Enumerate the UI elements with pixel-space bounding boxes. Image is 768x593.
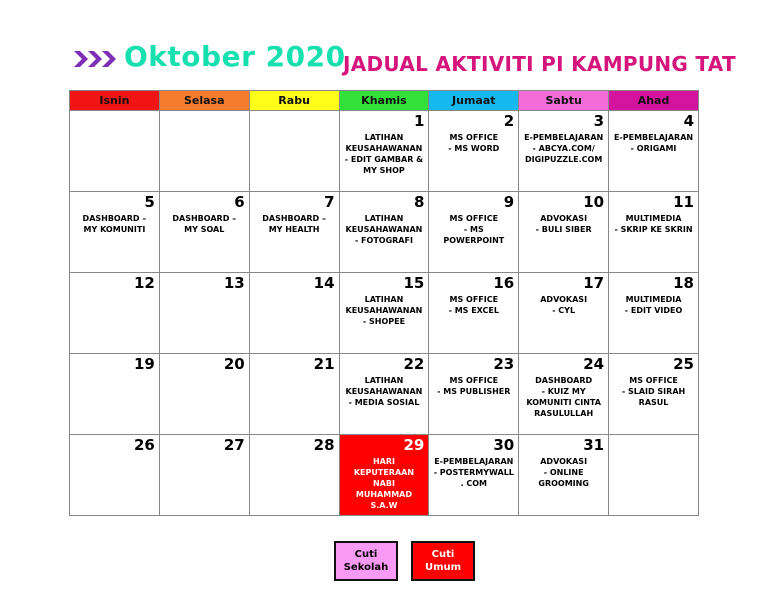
activity-text bbox=[70, 454, 159, 456]
activity-text: LATIHAN KEUSAHAWANAN - FOTOGRAFI bbox=[345, 214, 423, 245]
day-number: 24 bbox=[583, 355, 605, 373]
day-cell bbox=[339, 273, 429, 354]
day-number: 27 bbox=[223, 436, 245, 454]
weekday-header: Sabtu bbox=[519, 91, 609, 111]
week-row bbox=[70, 354, 699, 435]
day-number: 18 bbox=[673, 274, 694, 292]
empty-day-cell bbox=[159, 111, 249, 192]
day-cell bbox=[159, 273, 249, 354]
activity-text: E-PEMBELAJARAN - ABCYA.COM/ DIGIPUZZLE.COM bbox=[524, 133, 604, 164]
activity-text: DASHBOARD - KUIZ MY KOMUNITI CINTA RASULULLAH bbox=[526, 376, 601, 418]
day-number: 26 bbox=[133, 436, 155, 454]
day-number: 6 bbox=[234, 193, 245, 211]
weekday-header: Isnin bbox=[70, 91, 160, 111]
day-number: 7 bbox=[324, 193, 335, 211]
day-cell bbox=[519, 435, 609, 516]
day-number bbox=[160, 111, 249, 130]
calendar-table bbox=[69, 90, 699, 516]
day-number: 17 bbox=[583, 274, 605, 292]
day-cell bbox=[519, 111, 609, 192]
day-number: 25 bbox=[673, 355, 694, 373]
day-cell bbox=[609, 192, 699, 273]
day-cell bbox=[429, 354, 519, 435]
day-number: 30 bbox=[493, 436, 515, 454]
activity-text bbox=[160, 130, 249, 132]
day-number: 10 bbox=[583, 193, 605, 211]
day-cell bbox=[519, 192, 609, 273]
empty-day-cell bbox=[609, 435, 699, 516]
day-number: 19 bbox=[133, 355, 155, 373]
day-number: 9 bbox=[503, 193, 515, 211]
day-number: 11 bbox=[673, 193, 694, 211]
day-number: 3 bbox=[593, 112, 605, 130]
page-title: JADUAL AKTIVITI PI KAMPUNG TAT bbox=[343, 52, 736, 76]
activity-text: MS OFFICE - MS POWERPOINT bbox=[443, 214, 505, 245]
activity-text: MS OFFICE - SLAID SIRAH RASUL bbox=[621, 376, 686, 407]
day-cell bbox=[159, 192, 249, 273]
day-cell bbox=[339, 354, 429, 435]
day-cell bbox=[70, 192, 160, 273]
activity-text bbox=[609, 454, 698, 456]
day-cell bbox=[70, 435, 160, 516]
day-number: 28 bbox=[313, 436, 335, 454]
activity-text: MULTIMEDIA - SKRIP KE SKRIN bbox=[614, 214, 693, 234]
day-cell bbox=[429, 273, 519, 354]
activity-text bbox=[250, 454, 339, 456]
activity-text: MS OFFICE - MS WORD bbox=[448, 133, 500, 153]
day-cell bbox=[249, 273, 339, 354]
day-number: 4 bbox=[683, 112, 694, 130]
week-row bbox=[70, 111, 699, 192]
activity-text: DASHBOARD – MY SOAL bbox=[172, 214, 237, 234]
activity-text bbox=[70, 130, 159, 132]
day-cell bbox=[609, 111, 699, 192]
day-number: 16 bbox=[493, 274, 515, 292]
day-number: 31 bbox=[583, 436, 605, 454]
activity-text: ADVOKASI - CYL bbox=[540, 295, 588, 315]
weekday-header: Rabu bbox=[249, 91, 339, 111]
weekday-header: Jumaat bbox=[429, 91, 519, 111]
activity-text: MS OFFICE - MS EXCEL bbox=[448, 295, 499, 315]
activity-text: LATIHAN KEUSAHAWANAN - SHOPEE bbox=[345, 295, 423, 326]
activity-text: DASHBOARD – MY KOMUNITI bbox=[82, 214, 147, 234]
week-row bbox=[70, 273, 699, 354]
day-cell bbox=[429, 111, 519, 192]
day-cell bbox=[159, 354, 249, 435]
activity-text bbox=[250, 373, 339, 375]
day-cell bbox=[339, 435, 429, 516]
empty-day-cell bbox=[249, 111, 339, 192]
empty-day-cell bbox=[70, 111, 160, 192]
day-number: 8 bbox=[413, 193, 425, 211]
activity-text: E-PEMBELAJARAN - ORIGAMI bbox=[613, 133, 694, 153]
day-number: 14 bbox=[313, 274, 335, 292]
day-cell bbox=[70, 273, 160, 354]
day-cell bbox=[519, 354, 609, 435]
day-number: 22 bbox=[403, 355, 425, 373]
activity-text bbox=[70, 292, 159, 294]
day-cell bbox=[429, 435, 519, 516]
activity-text bbox=[160, 373, 249, 375]
activity-text: E-PEMBELAJARAN - POSTERMYWALL . COM bbox=[433, 457, 514, 488]
day-number bbox=[250, 111, 339, 130]
day-cell bbox=[339, 192, 429, 273]
activity-text bbox=[250, 292, 339, 294]
day-number: 21 bbox=[313, 355, 335, 373]
day-cell bbox=[249, 354, 339, 435]
day-number bbox=[609, 435, 698, 454]
weekday-header-row bbox=[70, 91, 699, 111]
day-number: 12 bbox=[133, 274, 155, 292]
day-cell bbox=[609, 354, 699, 435]
activity-text: MULTIMEDIA - EDIT VIDEO bbox=[624, 295, 683, 315]
day-number: 5 bbox=[144, 193, 155, 211]
weekday-header: Khamis bbox=[339, 91, 429, 111]
week-row bbox=[70, 435, 699, 516]
activity-text bbox=[160, 454, 249, 456]
day-number: 23 bbox=[493, 355, 515, 373]
day-number: 20 bbox=[223, 355, 245, 373]
activity-text: MS OFFICE - MS PUBLISHER bbox=[437, 376, 511, 396]
month-title: Oktober 2020 bbox=[124, 40, 346, 73]
day-cell bbox=[249, 435, 339, 516]
triple-arrow-icon bbox=[74, 48, 118, 70]
day-cell bbox=[159, 435, 249, 516]
day-number: 13 bbox=[223, 274, 245, 292]
activity-text bbox=[250, 130, 339, 132]
day-number: 1 bbox=[413, 112, 425, 130]
day-cell bbox=[429, 192, 519, 273]
activity-text: ADVOKASI - BULI SIBER bbox=[535, 214, 592, 234]
legend-cuti-sekolah: Cuti Sekolah bbox=[334, 541, 398, 581]
day-cell bbox=[70, 354, 160, 435]
activity-text: ADVOKASI - ONLINE GROOMING bbox=[538, 457, 589, 488]
activity-text: LATIHAN KEUSAHAWANAN - MEDIA SOSIAL bbox=[345, 376, 423, 407]
day-number: 29 bbox=[403, 436, 425, 454]
legend-cuti-umum: Cuti Umum bbox=[411, 541, 475, 581]
day-cell bbox=[249, 192, 339, 273]
day-cell bbox=[339, 111, 429, 192]
day-number: 15 bbox=[403, 274, 425, 292]
activity-text bbox=[70, 373, 159, 375]
activity-text: DASHBOARD – MY HEALTH bbox=[262, 214, 326, 234]
week-row bbox=[70, 192, 699, 273]
weekday-header: Ahad bbox=[609, 91, 699, 111]
activity-text: HARI KEPUTERAAN NABI MUHAMMAD S.A.W bbox=[353, 457, 415, 510]
weekday-header: Selasa bbox=[159, 91, 249, 111]
activity-text: LATIHAN KEUSAHAWANAN - EDIT GAMBAR & MY SHOP bbox=[344, 133, 424, 175]
day-number bbox=[70, 111, 159, 130]
day-number: 2 bbox=[503, 112, 515, 130]
day-cell bbox=[519, 273, 609, 354]
activity-text bbox=[160, 292, 249, 294]
day-cell bbox=[609, 273, 699, 354]
